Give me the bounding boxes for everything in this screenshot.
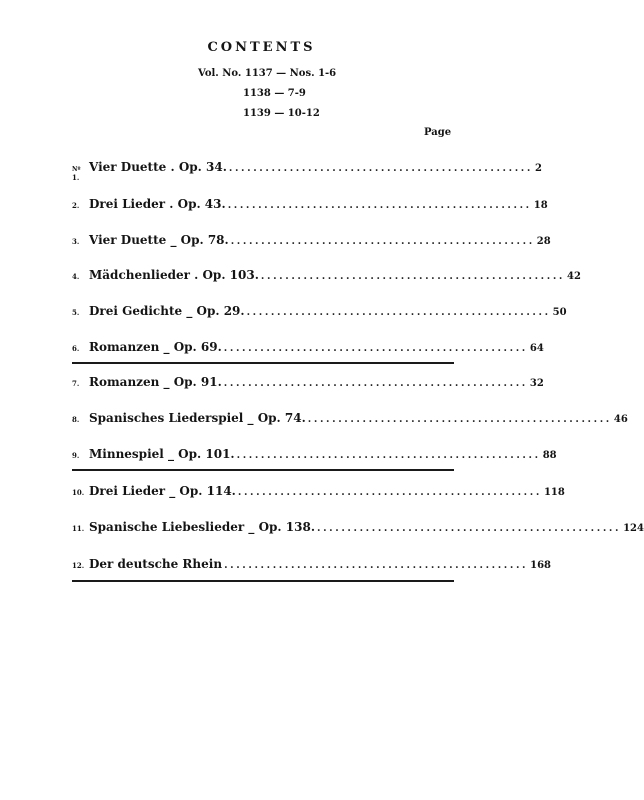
entry-page: 168 xyxy=(530,560,552,571)
entry-page: 118 xyxy=(543,487,565,498)
toc-entry-9[interactable] xyxy=(72,447,557,467)
entry-page: 50 xyxy=(552,307,567,318)
entry-title: Der deutsche Rhein xyxy=(89,557,223,571)
toc-entry-7[interactable] xyxy=(72,375,544,395)
volume-line-1138: 1138 — 7-9 xyxy=(243,88,306,99)
volume-line-1139: 1139 — 10-12 xyxy=(243,108,320,119)
toc-entry-11[interactable] xyxy=(72,520,644,540)
entry-number: 8. xyxy=(72,415,80,424)
entry-number: 7. xyxy=(72,379,80,388)
entry-page: 28 xyxy=(536,236,551,247)
entry-page: 88 xyxy=(542,450,557,461)
entry-number: 6. xyxy=(72,344,80,353)
entry-page: 46 xyxy=(613,414,628,425)
entry-page: 42 xyxy=(566,271,581,282)
toc-entry-2[interactable] xyxy=(72,197,548,217)
entry-number: 4. xyxy=(72,272,80,281)
entry-number-value: 1. xyxy=(72,173,80,182)
entry-title: Drei Gedichte _ Op. 29. xyxy=(89,304,245,318)
dot-leader: .................................................. xyxy=(227,200,532,211)
toc-entry-8[interactable] xyxy=(72,411,628,431)
entry-number: 12. xyxy=(72,561,85,570)
toc-entry-6[interactable] xyxy=(72,340,544,360)
toc-entry-10[interactable] xyxy=(72,484,565,504)
entry-page: 2 xyxy=(534,163,542,174)
toc-entry-4[interactable] xyxy=(72,268,581,288)
dot-leader: .................................................. xyxy=(246,307,551,318)
entry-title: Vier Duette . Op. 34. xyxy=(89,160,227,174)
dot-leader: .................................................. xyxy=(223,343,528,354)
toc-entry-3[interactable] xyxy=(72,233,551,253)
entry-number: 11. xyxy=(72,524,85,533)
entry-page: 64 xyxy=(529,343,544,354)
dot-leader: .................................................. xyxy=(228,163,533,174)
entry-title: Vier Duette _ Op. 78. xyxy=(89,233,229,247)
dot-leader: .................................................. xyxy=(317,523,622,534)
entry-title: Spanisches Liederspiel _ Op. 74. xyxy=(89,411,306,425)
entry-page: 124 xyxy=(623,523,644,534)
dot-leader: .................................................. xyxy=(224,560,529,571)
entry-page: 32 xyxy=(529,378,544,389)
entry-number xyxy=(72,167,89,182)
page-column-label: Page xyxy=(424,127,452,138)
entry-number: 3. xyxy=(72,237,80,246)
dot-leader: .................................................. xyxy=(236,450,541,461)
dot-leader: .................................................. xyxy=(230,236,535,247)
entry-number: 10. xyxy=(72,488,85,497)
dot-leader: .................................................. xyxy=(260,271,565,282)
entry-title: Romanzen _ Op. 69. xyxy=(89,340,222,354)
volume-divider-1 xyxy=(72,362,454,364)
contents-heading: CONTENTS xyxy=(207,40,316,55)
dot-leader: .................................................. xyxy=(237,487,542,498)
entry-number: 5. xyxy=(72,308,80,317)
number-prefix: Nº xyxy=(72,166,81,173)
entry-title: Mädchenlieder . Op. 103. xyxy=(89,268,259,282)
entry-title: Romanzen _ Op. 91. xyxy=(89,375,222,389)
entry-title: Drei Lieder _ Op. 114. xyxy=(89,484,236,498)
volume-divider-3 xyxy=(72,580,454,582)
entry-title: Spanische Liebeslieder _ Op. 138. xyxy=(89,520,316,534)
toc-entry-5[interactable] xyxy=(72,304,567,324)
entry-number: 2. xyxy=(72,201,80,210)
toc-entry-1[interactable] xyxy=(72,160,542,182)
toc-entry-12[interactable] xyxy=(72,557,552,577)
dot-leader: .................................................. xyxy=(307,414,612,425)
entry-title: Drei Lieder . Op. 43. xyxy=(89,197,226,211)
entry-number: 9. xyxy=(72,451,80,460)
entry-page: 18 xyxy=(533,200,548,211)
volume-line-1137: Vol. No. 1137 — Nos. 1-6 xyxy=(198,68,337,79)
entry-title: Minnespiel _ Op. 101. xyxy=(89,447,235,461)
volume-divider-2 xyxy=(72,469,454,471)
dot-leader: .................................................. xyxy=(223,378,528,389)
